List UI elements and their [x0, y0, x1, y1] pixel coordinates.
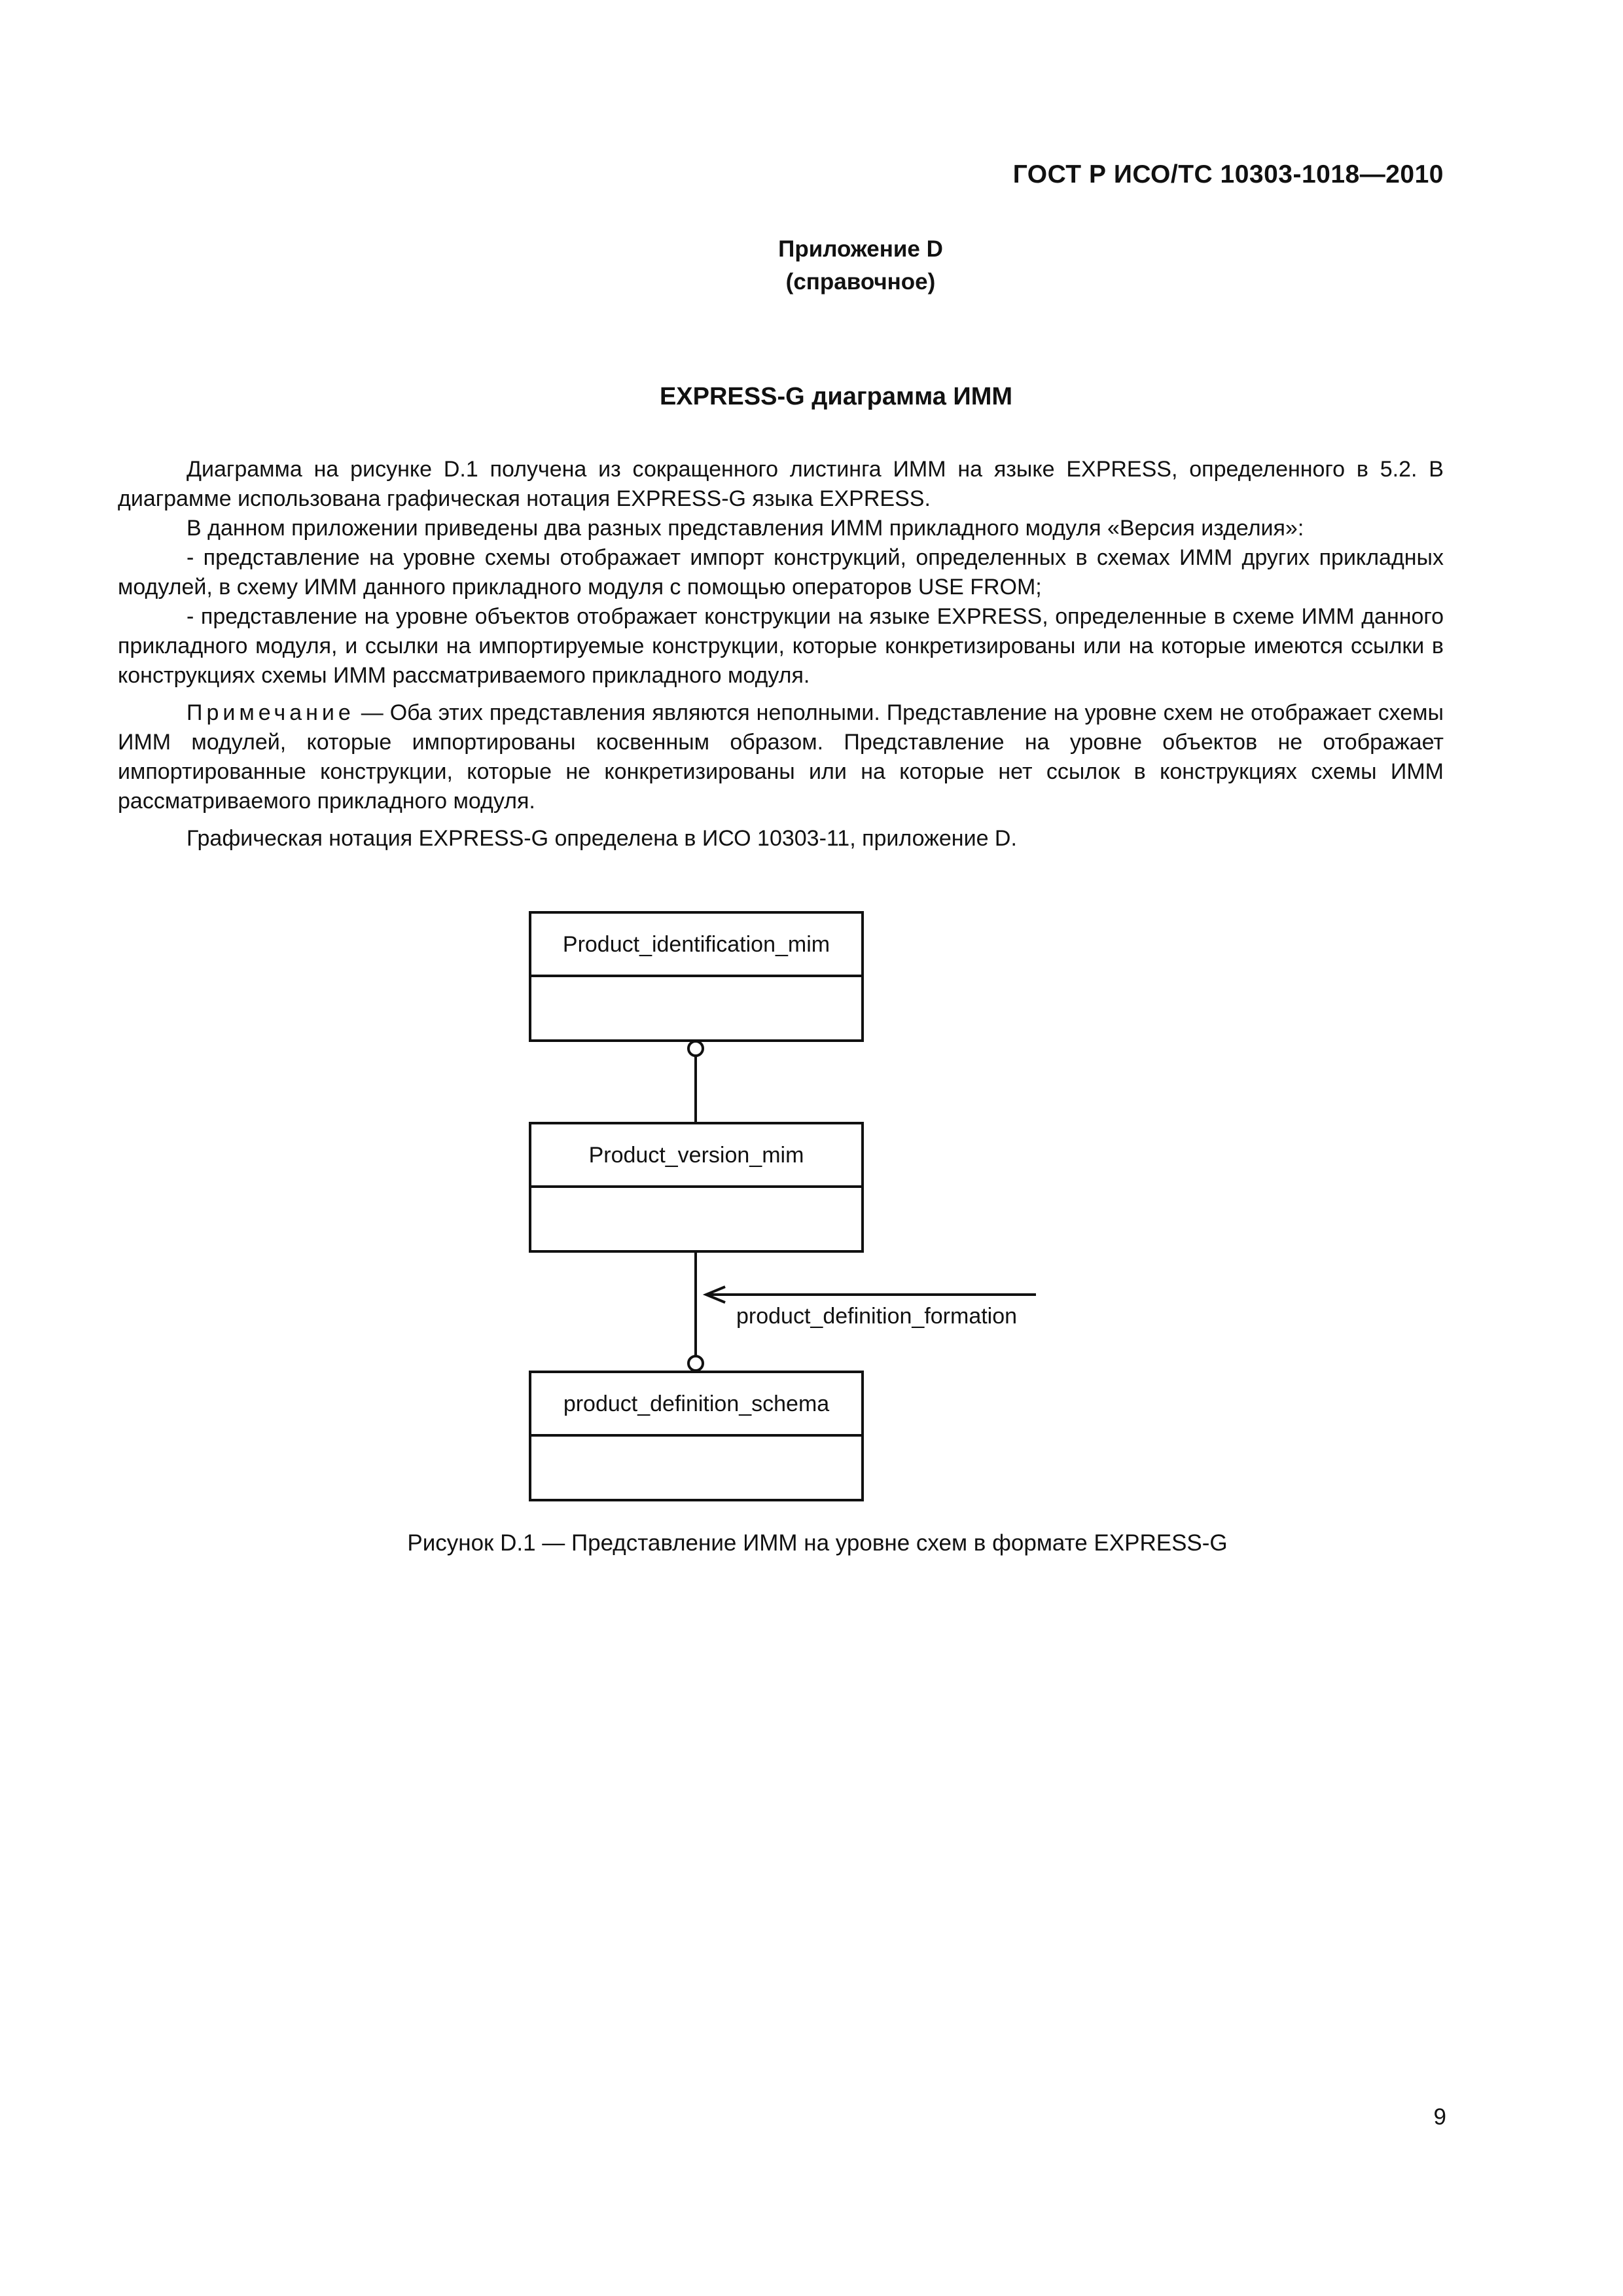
- figure-caption-text: Рисунок D.1 — Представление ИММ на уровне схем в формате EXPRESS-G: [407, 1530, 1228, 1556]
- figure-caption: [0, 1530, 1623, 1556]
- paragraph-2: В данном приложении приведены два разных представления ИММ прикладного модуля «Версия изделия»:: [187, 516, 1304, 541]
- annex-subtitle: (справочное): [785, 269, 936, 295]
- paragraph-1: Диаграмма на рисунке D.1 получена из сокращенного листинга ИММ на языке EXPRESS, определенного в 5.2. В диаграмме использована графическая нотация EXPRESS-G языка EXPRESS.: [118, 457, 1444, 511]
- paragraph-3: Графическая нотация EXPRESS-G определена в ИСО 10303-11, приложение D.: [187, 826, 1017, 851]
- page-number: 9: [1433, 2104, 1446, 2130]
- document-code: ГОСТ Р ИСО/ТС 10303-1018—2010: [1012, 160, 1444, 188]
- note-label: Примечание: [187, 700, 355, 725]
- note-text: — Оба этих представления являются неполными. Представление на уровне схем не отображает схемы ИММ модулей, которые импортированы косвенным образом. Представление на уровне объектов не отображает импортированные конструкции, которые не конкретизированы или на которые нет ссылок в конструкциях схемы ИММ рассматриваемого прикладного модуля.: [118, 700, 1444, 814]
- annex-title: Приложение D: [778, 236, 943, 262]
- bullet-item-1: - представление на уровне схемы отображает импорт конструкций, определенных в схемах ИММ других прикладных модулей, в схему ИММ данного прикладного модуля с помощью операторов USE FROM;: [118, 545, 1444, 600]
- schema-name-2: Product_version_mim: [588, 1143, 804, 1168]
- bullet-item-2: - представление на уровне объектов отображает конструкции на языке EXPRESS, определенные в схеме ИММ данного прикладного модуля, и ссылки на импортируемые конструкции, которые конкретизированы или на которые имеются ссылки в конструкциях схемы ИММ рассматриваемого прикладного модуля.: [118, 604, 1444, 688]
- reference-label: product_definition_formation: [736, 1304, 1018, 1329]
- schema-name-1: Product_identification_mim: [562, 932, 830, 957]
- use-from-circle-marker: [688, 1356, 703, 1371]
- section-title-text: EXPRESS-G диаграмма ИММ: [659, 383, 1013, 410]
- use-from-circle-marker: [688, 1041, 703, 1056]
- schema-name-3: product_definition_schema: [563, 1391, 830, 1416]
